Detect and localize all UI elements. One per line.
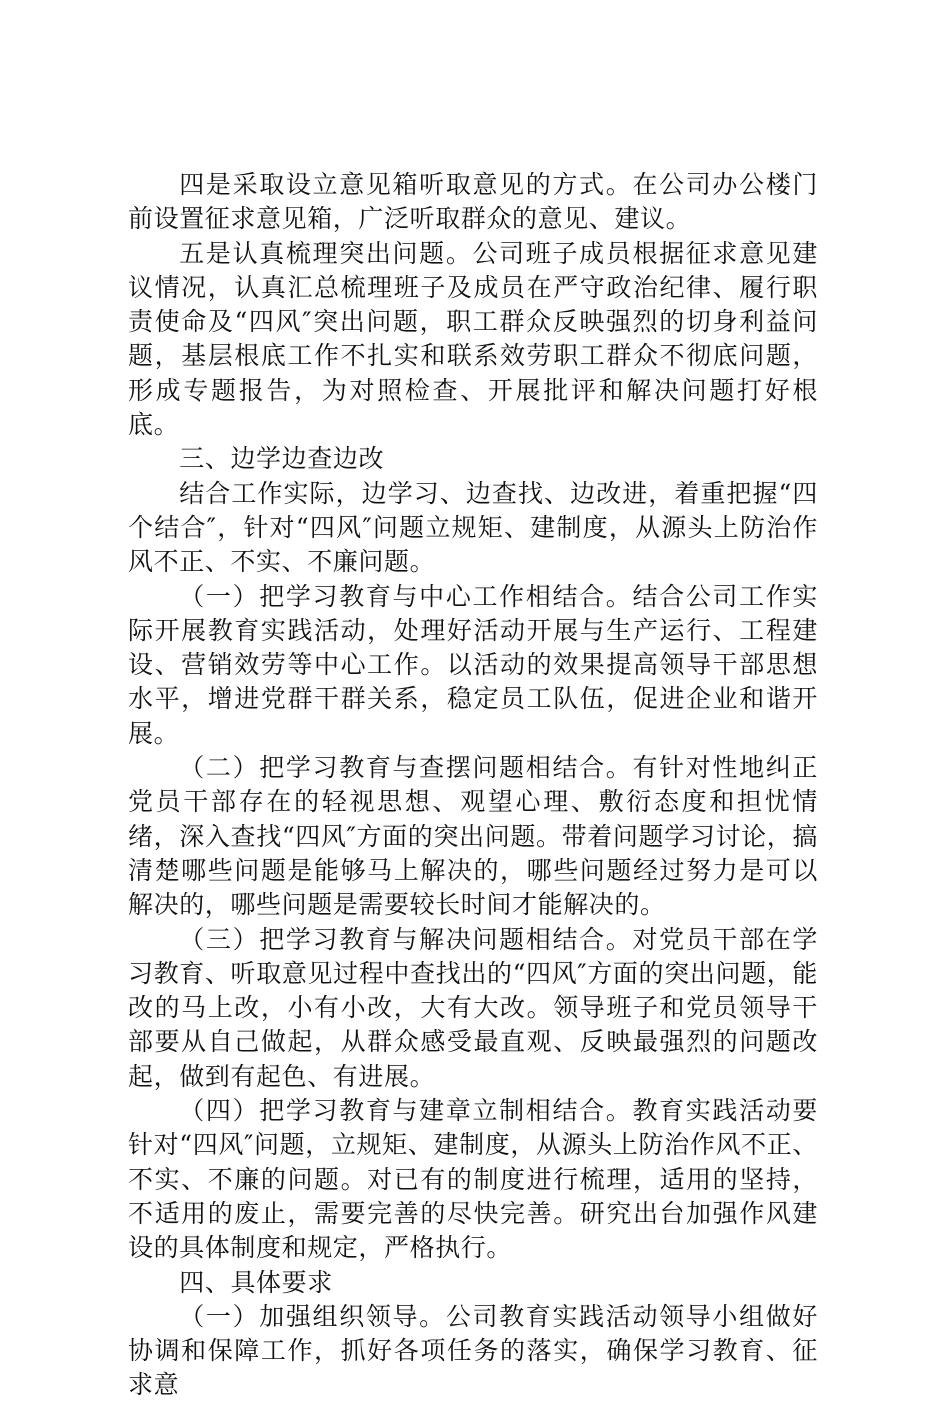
paragraph-four-combinations: 结合工作实际，边学习、边查找、边改进，着重把握“四个结合″，针对“四风″问题立规矩、建制度，从源头上防治作风不正、不实、不廉问题。 (128, 478, 818, 577)
document-page (128, 168, 818, 1403)
section-heading-three: 三、边学边查边改 (179, 444, 385, 474)
section-heading-four: 四、具体要求 (179, 1267, 333, 1297)
paragraph-item-four: （四）把学习教育与建章立制相结合。教育实践活动要针对“四风″问题，立规矩、建制度，从源头上防治作风不正、不实、不廉的问题。对已有的制度进行梳理，适用的坚持，不适用的废止，需要完善的尽快完善。研究出台加强作风建设的具体制度和规定，严格执行。 (128, 1096, 818, 1263)
paragraph-item-two: （二）把学习教育与查摆问题相结合。有针对性地纠正党员干部存在的轻视思想、观望心理、敷衍态度和担忧情绪，深入查找“四风″方面的突出问题。带着问题学习讨论，搞清楚哪些问题是能够马上解决的，哪些问题经过努力是可以解决的，哪些问题是需要较长时间才能解决的。 (128, 753, 818, 920)
paragraph-item-three: （三）把学习教育与解决问题相结合。对党员干部在学习教育、听取意见过程中查找出的“四风″方面的突出问题，能改的马上改，小有小改，大有大改。领导班子和党员领导干部要从自己做起，从群众感受最直观、反映最强烈的问题改起，做到有起色、有进展。 (128, 924, 818, 1091)
paragraph-suggestion-box: 四是采取设立意见箱听取意见的方式。在公司办公楼门前设置征求意见箱，广泛听取群众的意见、建议。 (128, 170, 818, 234)
paragraph-sort-problems: 五是认真梳理突出问题。公司班子成员根据征求意见建议情况，认真汇总梳理班子及成员在严守政治纪律、履行职责使命及“四风″突出问题，职工群众反映强烈的切身利益问题，基层根底工作不扎实和联系效劳职工群众不彻底问题，形成专题报告，为对照检查、开展批评和解决问题打好根底。 (128, 238, 818, 440)
paragraph-requirement-one: （一）加强组织领导。公司教育实践活动领导小组做好协调和保障工作，抓好各项任务的落实，确保学习教育、征求意 (128, 1301, 818, 1400)
paragraph-item-one: （一）把学习教育与中心工作相结合。结合公司工作实际开展教育实践活动，处理好活动开展与生产运行、工程建设、营销效劳等中心工作。以活动的效果提高领导干部思想水平，增进党群干群关系，稳定员工队伍，促进企业和谐开展。 (128, 581, 818, 748)
